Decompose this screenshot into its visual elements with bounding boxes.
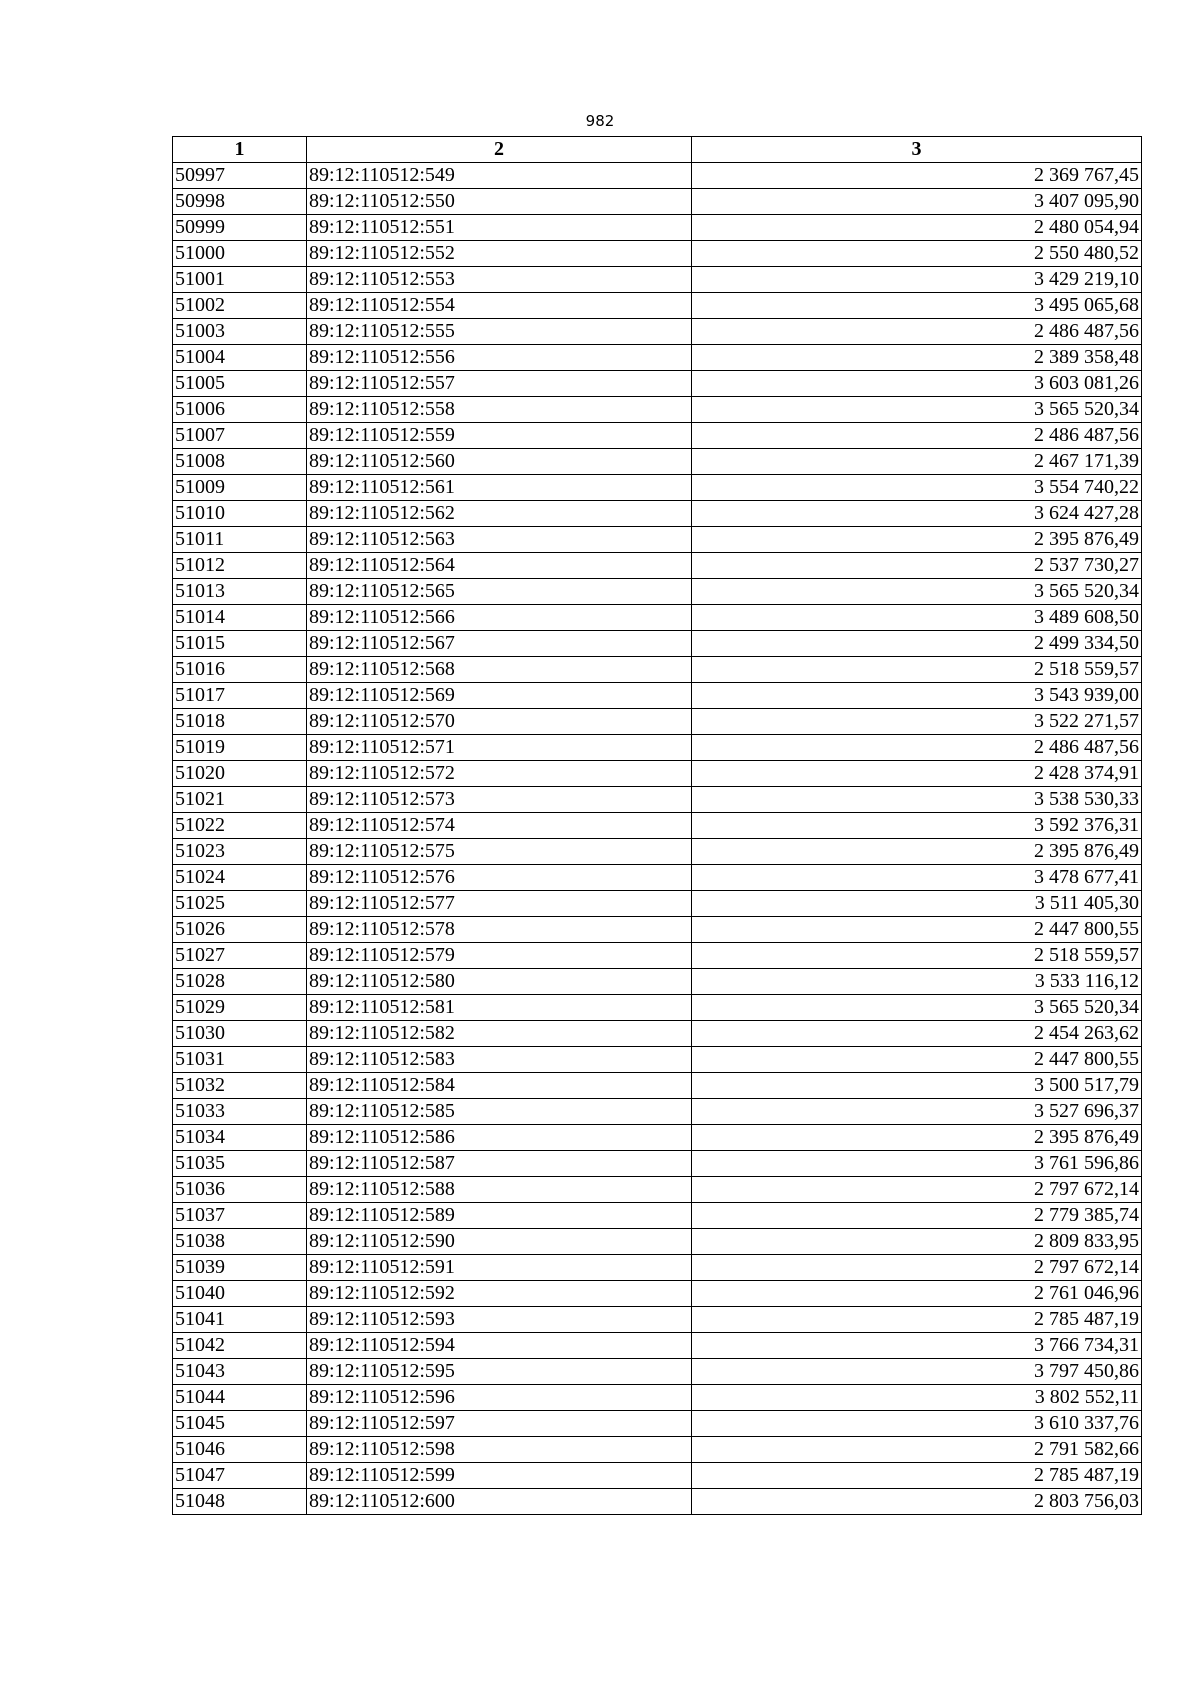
table-row (173, 1463, 1142, 1489)
cadastral-number-cell: 89:12:110512:572 (307, 761, 692, 787)
row-number-cell: 51015 (173, 631, 307, 657)
row-number-cell: 51048 (173, 1489, 307, 1515)
cadastral-number-cell: 89:12:110512:566 (307, 605, 692, 631)
table-row (173, 1151, 1142, 1177)
table-row (173, 1177, 1142, 1203)
table-row (173, 267, 1142, 293)
row-number-cell: 51016 (173, 657, 307, 683)
cadastral-number-cell: 89:12:110512:585 (307, 1099, 692, 1125)
row-number-cell: 51036 (173, 1177, 307, 1203)
row-number-cell: 51017 (173, 683, 307, 709)
column-header-1: 1 (173, 137, 307, 163)
cadastral-value-cell: 3 538 530,33 (692, 787, 1142, 813)
cadastral-number-cell: 89:12:110512:575 (307, 839, 692, 865)
cadastral-number-cell: 89:12:110512:589 (307, 1203, 692, 1229)
row-number-cell: 51037 (173, 1203, 307, 1229)
cadastral-number-cell: 89:12:110512:559 (307, 423, 692, 449)
table-row (173, 1333, 1142, 1359)
cadastral-number-cell: 89:12:110512:549 (307, 163, 692, 189)
cadastral-number-cell: 89:12:110512:563 (307, 527, 692, 553)
row-number-cell: 51006 (173, 397, 307, 423)
table-row (173, 319, 1142, 345)
table-row (173, 553, 1142, 579)
cadastral-number-cell: 89:12:110512:557 (307, 371, 692, 397)
row-number-cell: 51032 (173, 1073, 307, 1099)
cadastral-number-cell: 89:12:110512:597 (307, 1411, 692, 1437)
row-number-cell: 51041 (173, 1307, 307, 1333)
cadastral-value-cell: 2 537 730,27 (692, 553, 1142, 579)
cadastral-value-cell: 3 802 552,11 (692, 1385, 1142, 1411)
cadastral-value-cell: 2 779 385,74 (692, 1203, 1142, 1229)
cadastral-value-cell: 3 565 520,34 (692, 995, 1142, 1021)
row-number-cell: 51028 (173, 969, 307, 995)
cadastral-value-cell: 3 500 517,79 (692, 1073, 1142, 1099)
cadastral-value-cell: 2 803 756,03 (692, 1489, 1142, 1515)
cadastral-number-cell: 89:12:110512:555 (307, 319, 692, 345)
cadastral-value-cell: 2 486 487,56 (692, 319, 1142, 345)
cadastral-value-cell: 3 603 081,26 (692, 371, 1142, 397)
row-number-cell: 51046 (173, 1437, 307, 1463)
cadastral-number-cell: 89:12:110512:587 (307, 1151, 692, 1177)
cadastral-value-cell: 3 797 450,86 (692, 1359, 1142, 1385)
table-row (173, 1099, 1142, 1125)
cadastral-value-cell: 3 511 405,30 (692, 891, 1142, 917)
cadastral-number-cell: 89:12:110512:584 (307, 1073, 692, 1099)
cadastral-number-cell: 89:12:110512:588 (307, 1177, 692, 1203)
table-row (173, 1307, 1142, 1333)
table-row (173, 1359, 1142, 1385)
cadastral-value-cell: 2 797 672,14 (692, 1177, 1142, 1203)
cadastral-value-cell: 3 543 939,00 (692, 683, 1142, 709)
cadastral-number-cell: 89:12:110512:583 (307, 1047, 692, 1073)
column-header-2: 2 (307, 137, 692, 163)
header-row (173, 137, 1142, 163)
table-row (173, 345, 1142, 371)
table-row (173, 761, 1142, 787)
cadastral-value-cell: 2 791 582,66 (692, 1437, 1142, 1463)
table-row (173, 657, 1142, 683)
cadastral-value-cell: 2 369 767,45 (692, 163, 1142, 189)
row-number-cell: 51003 (173, 319, 307, 345)
cadastral-value-cell: 2 480 054,94 (692, 215, 1142, 241)
cadastral-number-cell: 89:12:110512:577 (307, 891, 692, 917)
row-number-cell: 51030 (173, 1021, 307, 1047)
cadastral-value-cell: 2 486 487,56 (692, 423, 1142, 449)
cadastral-value-cell: 2 518 559,57 (692, 657, 1142, 683)
table-row (173, 865, 1142, 891)
table-row (173, 215, 1142, 241)
row-number-cell: 51034 (173, 1125, 307, 1151)
cadastral-number-cell: 89:12:110512:565 (307, 579, 692, 605)
table-row (173, 995, 1142, 1021)
cadastral-number-cell: 89:12:110512:590 (307, 1229, 692, 1255)
cadastral-number-cell: 89:12:110512:550 (307, 189, 692, 215)
row-number-cell: 51042 (173, 1333, 307, 1359)
table-row (173, 683, 1142, 709)
table-row (173, 527, 1142, 553)
cadastral-value-cell: 2 395 876,49 (692, 839, 1142, 865)
table-row (173, 839, 1142, 865)
table-row (173, 943, 1142, 969)
column-header-3: 3 (692, 137, 1142, 163)
cadastral-number-cell: 89:12:110512:567 (307, 631, 692, 657)
row-number-cell: 51008 (173, 449, 307, 475)
cadastral-value-cell: 3 761 596,86 (692, 1151, 1142, 1177)
row-number-cell: 51039 (173, 1255, 307, 1281)
row-number-cell: 51031 (173, 1047, 307, 1073)
table-row (173, 917, 1142, 943)
table-row (173, 241, 1142, 267)
page-number: 982 (585, 112, 615, 130)
cadastral-number-cell: 89:12:110512:580 (307, 969, 692, 995)
cadastral-value-cell: 3 610 337,76 (692, 1411, 1142, 1437)
cadastral-value-cell: 2 550 480,52 (692, 241, 1142, 267)
row-number-cell: 51022 (173, 813, 307, 839)
cadastral-number-cell: 89:12:110512:599 (307, 1463, 692, 1489)
row-number-cell: 51007 (173, 423, 307, 449)
table-row (173, 787, 1142, 813)
cadastral-value-cell: 2 447 800,55 (692, 1047, 1142, 1073)
row-number-cell: 51045 (173, 1411, 307, 1437)
cadastral-number-cell: 89:12:110512:552 (307, 241, 692, 267)
cadastral-value-cell: 3 407 095,90 (692, 189, 1142, 215)
row-number-cell: 51040 (173, 1281, 307, 1307)
row-number-cell: 51004 (173, 345, 307, 371)
cadastral-number-cell: 89:12:110512:582 (307, 1021, 692, 1047)
cadastral-number-cell: 89:12:110512:578 (307, 917, 692, 943)
cadastral-value-cell: 3 478 677,41 (692, 865, 1142, 891)
row-number-cell: 51021 (173, 787, 307, 813)
table-row (173, 1385, 1142, 1411)
cadastral-value-cell: 2 761 046,96 (692, 1281, 1142, 1307)
cadastral-value-cell: 2 785 487,19 (692, 1307, 1142, 1333)
cadastral-number-cell: 89:12:110512:596 (307, 1385, 692, 1411)
row-number-cell: 51044 (173, 1385, 307, 1411)
cadastral-value-cell: 3 533 116,12 (692, 969, 1142, 995)
table-row (173, 1021, 1142, 1047)
cadastral-number-cell: 89:12:110512:581 (307, 995, 692, 1021)
table-body (173, 163, 1142, 1515)
cadastral-value-cell: 3 554 740,22 (692, 475, 1142, 501)
table-row (173, 1489, 1142, 1515)
table-row (173, 1411, 1142, 1437)
cadastral-number-cell: 89:12:110512:593 (307, 1307, 692, 1333)
cadastral-value-cell: 2 395 876,49 (692, 1125, 1142, 1151)
row-number-cell: 51009 (173, 475, 307, 501)
cadastral-value-cell: 2 447 800,55 (692, 917, 1142, 943)
table-row (173, 735, 1142, 761)
cadastral-number-cell: 89:12:110512:554 (307, 293, 692, 319)
row-number-cell: 51038 (173, 1229, 307, 1255)
cadastral-number-cell: 89:12:110512:576 (307, 865, 692, 891)
table-row (173, 1073, 1142, 1099)
row-number-cell: 51013 (173, 579, 307, 605)
table-row (173, 891, 1142, 917)
cadastral-value-cell: 2 797 672,14 (692, 1255, 1142, 1281)
table-row (173, 293, 1142, 319)
cadastral-value-cell: 3 766 734,31 (692, 1333, 1142, 1359)
row-number-cell: 50997 (173, 163, 307, 189)
cadastral-value-cell: 3 489 608,50 (692, 605, 1142, 631)
table-row (173, 163, 1142, 189)
cadastral-number-cell: 89:12:110512:573 (307, 787, 692, 813)
table-row (173, 1229, 1142, 1255)
table-row (173, 371, 1142, 397)
table-row (173, 969, 1142, 995)
row-number-cell: 51020 (173, 761, 307, 787)
row-number-cell: 51047 (173, 1463, 307, 1489)
table-header (173, 137, 1142, 163)
cadastral-value-cell: 3 522 271,57 (692, 709, 1142, 735)
table-row (173, 475, 1142, 501)
cadastral-value-cell: 2 395 876,49 (692, 527, 1142, 553)
row-number-cell: 51024 (173, 865, 307, 891)
cadastral-number-cell: 89:12:110512:568 (307, 657, 692, 683)
row-number-cell: 50999 (173, 215, 307, 241)
cadastral-number-cell: 89:12:110512:595 (307, 1359, 692, 1385)
cadastral-value-cell: 3 429 219,10 (692, 267, 1142, 293)
table-row (173, 1281, 1142, 1307)
cadastral-number-cell: 89:12:110512:564 (307, 553, 692, 579)
cadastral-value-cell: 3 624 427,28 (692, 501, 1142, 527)
table-row (173, 189, 1142, 215)
cadastral-value-cell: 2 809 833,95 (692, 1229, 1142, 1255)
row-number-cell: 51002 (173, 293, 307, 319)
cadastral-number-cell: 89:12:110512:579 (307, 943, 692, 969)
cadastral-value-cell: 2 389 358,48 (692, 345, 1142, 371)
table-row (173, 1255, 1142, 1281)
row-number-cell: 51043 (173, 1359, 307, 1385)
cadastral-number-cell: 89:12:110512:551 (307, 215, 692, 241)
table-row (173, 631, 1142, 657)
cadastral-value-cell: 3 527 696,37 (692, 1099, 1142, 1125)
cadastral-number-cell: 89:12:110512:598 (307, 1437, 692, 1463)
table-row (173, 1203, 1142, 1229)
row-number-cell: 51005 (173, 371, 307, 397)
cadastral-value-cell: 2 428 374,91 (692, 761, 1142, 787)
table-row (173, 1437, 1142, 1463)
cadastral-number-cell: 89:12:110512:570 (307, 709, 692, 735)
row-number-cell: 51025 (173, 891, 307, 917)
cadastral-value-cell: 3 592 376,31 (692, 813, 1142, 839)
row-number-cell: 50998 (173, 189, 307, 215)
cadastral-value-table (172, 136, 1142, 1515)
table-row (173, 605, 1142, 631)
row-number-cell: 51026 (173, 917, 307, 943)
table-row (173, 449, 1142, 475)
cadastral-number-cell: 89:12:110512:591 (307, 1255, 692, 1281)
cadastral-number-cell: 89:12:110512:571 (307, 735, 692, 761)
table-row (173, 423, 1142, 449)
table-row (173, 579, 1142, 605)
cadastral-number-cell: 89:12:110512:556 (307, 345, 692, 371)
row-number-cell: 51010 (173, 501, 307, 527)
table-row (173, 709, 1142, 735)
table-row (173, 813, 1142, 839)
cadastral-number-cell: 89:12:110512:574 (307, 813, 692, 839)
table-row (173, 397, 1142, 423)
row-number-cell: 51023 (173, 839, 307, 865)
cadastral-value-cell: 2 467 171,39 (692, 449, 1142, 475)
table-row (173, 501, 1142, 527)
row-number-cell: 51033 (173, 1099, 307, 1125)
table-row (173, 1125, 1142, 1151)
cadastral-value-cell: 3 565 520,34 (692, 397, 1142, 423)
cadastral-number-cell: 89:12:110512:561 (307, 475, 692, 501)
cadastral-number-cell: 89:12:110512:594 (307, 1333, 692, 1359)
table-row (173, 1047, 1142, 1073)
row-number-cell: 51027 (173, 943, 307, 969)
cadastral-number-cell: 89:12:110512:569 (307, 683, 692, 709)
row-number-cell: 51012 (173, 553, 307, 579)
row-number-cell: 51014 (173, 605, 307, 631)
cadastral-number-cell: 89:12:110512:562 (307, 501, 692, 527)
cadastral-number-cell: 89:12:110512:592 (307, 1281, 692, 1307)
row-number-cell: 51019 (173, 735, 307, 761)
cadastral-value-cell: 3 495 065,68 (692, 293, 1142, 319)
row-number-cell: 51000 (173, 241, 307, 267)
row-number-cell: 51001 (173, 267, 307, 293)
cadastral-value-cell: 2 454 263,62 (692, 1021, 1142, 1047)
row-number-cell: 51011 (173, 527, 307, 553)
cadastral-number-cell: 89:12:110512:558 (307, 397, 692, 423)
cadastral-value-cell: 2 785 487,19 (692, 1463, 1142, 1489)
cadastral-value-cell: 2 499 334,50 (692, 631, 1142, 657)
row-number-cell: 51035 (173, 1151, 307, 1177)
cadastral-value-cell: 2 486 487,56 (692, 735, 1142, 761)
cadastral-value-cell: 2 518 559,57 (692, 943, 1142, 969)
cadastral-number-cell: 89:12:110512:586 (307, 1125, 692, 1151)
row-number-cell: 51018 (173, 709, 307, 735)
cadastral-number-cell: 89:12:110512:600 (307, 1489, 692, 1515)
cadastral-number-cell: 89:12:110512:553 (307, 267, 692, 293)
row-number-cell: 51029 (173, 995, 307, 1021)
cadastral-value-cell: 3 565 520,34 (692, 579, 1142, 605)
cadastral-number-cell: 89:12:110512:560 (307, 449, 692, 475)
